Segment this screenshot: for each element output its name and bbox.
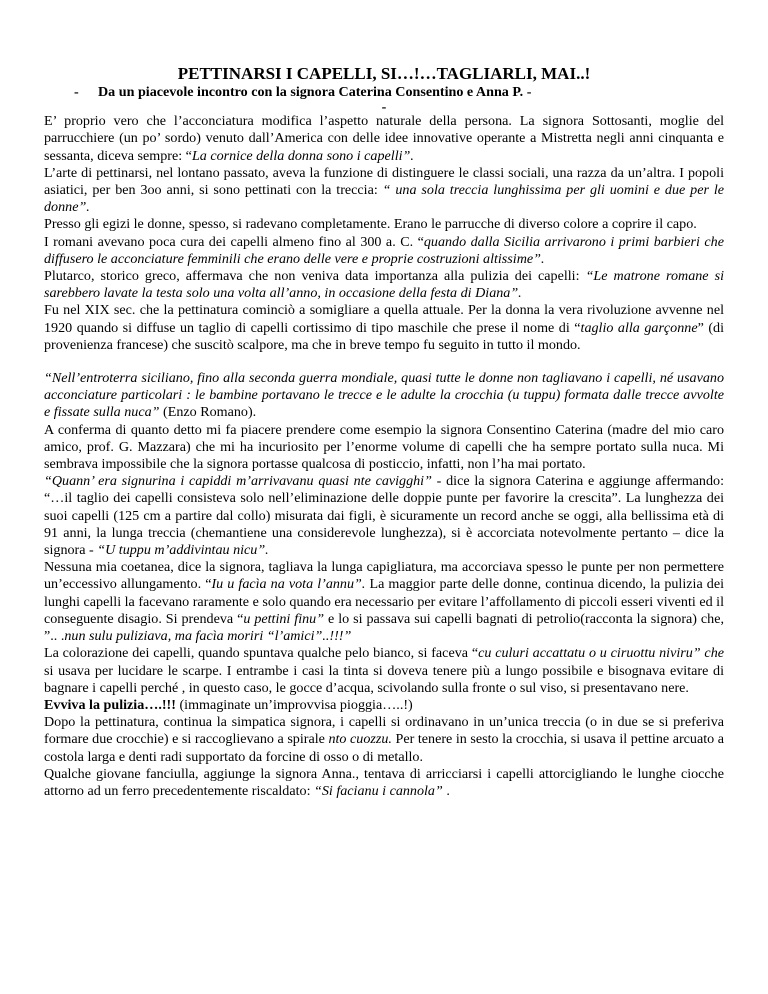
subtitle-text: Da un piacevole incontro con la signora Caterina Consentino e Anna P. - [98, 84, 532, 100]
document-page [44, 64, 724, 800]
paragraph: “Nell’entroterra siciliano, fino alla seconda guerra mondiale, quasi tutte le donne non tagliavano i capelli, né usavano acconciature particolari : le bambine portavano le trecce e le adulte la crocchia (u tuppu) formata dalle trecce avvolte e fissate sulla nuca” (Enzo Romano). [44, 370, 724, 421]
paragraph: Presso gli egizi le donne, spesso, si radevano completamente. Erano le parrucche di diverso colore a coprire il capo. [44, 216, 697, 233]
paragraph: E’ proprio vero che l’acconciatura modifica l’aspetto naturale della persona. La signora Sottosanti, moglie del parrucchiere (un po’ sordo) venuto dall’America con delle idee innovative operante a Mistretta negli anni cinquanta e sessanta, diceva sempre: “La cornice della donna sono i capelli”. [44, 113, 724, 164]
paragraph: A conferma di quanto detto mi fa piacere prendere come esempio la signora Consentino Caterina (madre del mio caro amico, prof. G. Mazzara) che mi ha incuriosito per l’enorme volume di capelli che ha sempre portato sulla nuca. Mi sembrava impossibile che la signora portasse qualcosa di posticcio, infatti, non l’ha mai portato. [44, 421, 724, 473]
paragraph: Dopo la pettinatura, continua la simpatica signora, i capelli si ordinavano in un’unica treccia (o in due se si preferiva formare due crocchie) e si raccoglievano a spirale nto cuozzu. Per tenere in sesto la crocchia, si usava il pettine arcuato a costola larga e denti radi supportato da forcine di osso o di metallo. [44, 714, 725, 765]
paragraph: Qualche giovane fanciulla, aggiunge la signora Anna., tentava di arricciarsi i capelli attorcigliando le lunghe ciocche attorno ad un ferro precedentemente riscaldato: “Si facianu i cannola” . [44, 765, 724, 799]
paragraph: “Quann’ era signurina i capiddi m’arrivavanu quasi nte cavigghi” - dice la signora Caterina e aggiunge affermando: “…il taglio dei capelli consisteva solo nell’eliminazione delle doppie punte per favorire la crescita”. La lunghezza dei suoi capelli (125 cm a partire dal collo) misurata dai figli, è sicuramente un record anche se oggi, alla bellissima età di 91 anni, la lunga treccia (chemantiene una considerevole lunghezza), si è accorciata notevolmente pertanto – dice la signora - “U tuppu m’addivintau nicu”. [44, 473, 724, 559]
paragraph: Evviva la pulizia….!!! (immaginate un’improvvisa pioggia…..!) [44, 696, 413, 713]
subtitle-trailing-dash: - [381, 99, 387, 116]
paragraph: Plutarco, storico greco, affermava che non veniva data importanza alla pulizia dei capelli: “Le matrone romane si sarebbero lavate la testa solo una volta all’anno, in occasione della festa di Diana”. [44, 268, 724, 302]
paragraph: La colorazione dei capelli, quando spuntava qualche pelo bianco, si faceva “cu culuri accattatu o u ciruottu niviru” che si usava per lucidare le scarpe. I entrambe i casi la tinta si doveva tenere più a lungo possibile e bisognava evitare di bagnare i capelli perché , in questo caso, le gocce d’acqua, scivolando sulla fronte o sul viso, si presentavano nere. [44, 645, 724, 696]
paragraph: I romani avevano poca cura dei capelli almeno fino al 300 a. C. “quando dalla Sicilia arrivarono i primi barbieri che diffusero le acconciature femminili che erano delle vere e proprie costruzioni altissime”. [44, 233, 724, 267]
paragraph: Fu nel XIX sec. che la pettinatura cominciò a somigliare a quella attuale. Per la donna la vera rivoluzione avvenne nel 1920 quando si diffuse un taglio di capelli cortissimo di tipo maschile che prese il nome di “taglio alla garçonne” (di provenienza francese) che suscitò scalpore, ma che in breve tempo fu seguito in tutto il mondo. [44, 302, 724, 353]
page-title: PETTINARSI I CAPELLI, SI…!…TAGLIARLI, MAI..! [177, 64, 591, 83]
paragraph: L’arte di pettinarsi, nel lontano passato, aveva la funzione di distinguere le classi sociali, una razza da un’altra. I popoli asiatici, per ben 3oo anni, si sono pettinati con la treccia: “ una sola treccia lunghissima per gli uomini e due per le donne”. [44, 164, 724, 216]
paragraph: Nessuna mia coetanea, dice la signora, tagliava la lunga capigliatura, ma accorciava spesso le punte per non permettere un’eccessivo allungamento. “Iu u facìa na vota l’annu”. La maggior parte delle donne, continua dicendo, la pulizia dei lunghi capelli la facevano raramente e solo quando era necessario per evitare l’affollamento di piccoli esseri viventi ed il conseguente disagio. Si prendeva “u pettini finu” e lo si passava sui capelli bagnati di petrolio(racconta la signora) che, ”.. .nun sulu puliziava, ma facìa moriri “l’amici”..!!!” [44, 559, 724, 645]
subtitle-lead-dash: - [74, 84, 79, 100]
paragraph-gap [44, 354, 724, 370]
